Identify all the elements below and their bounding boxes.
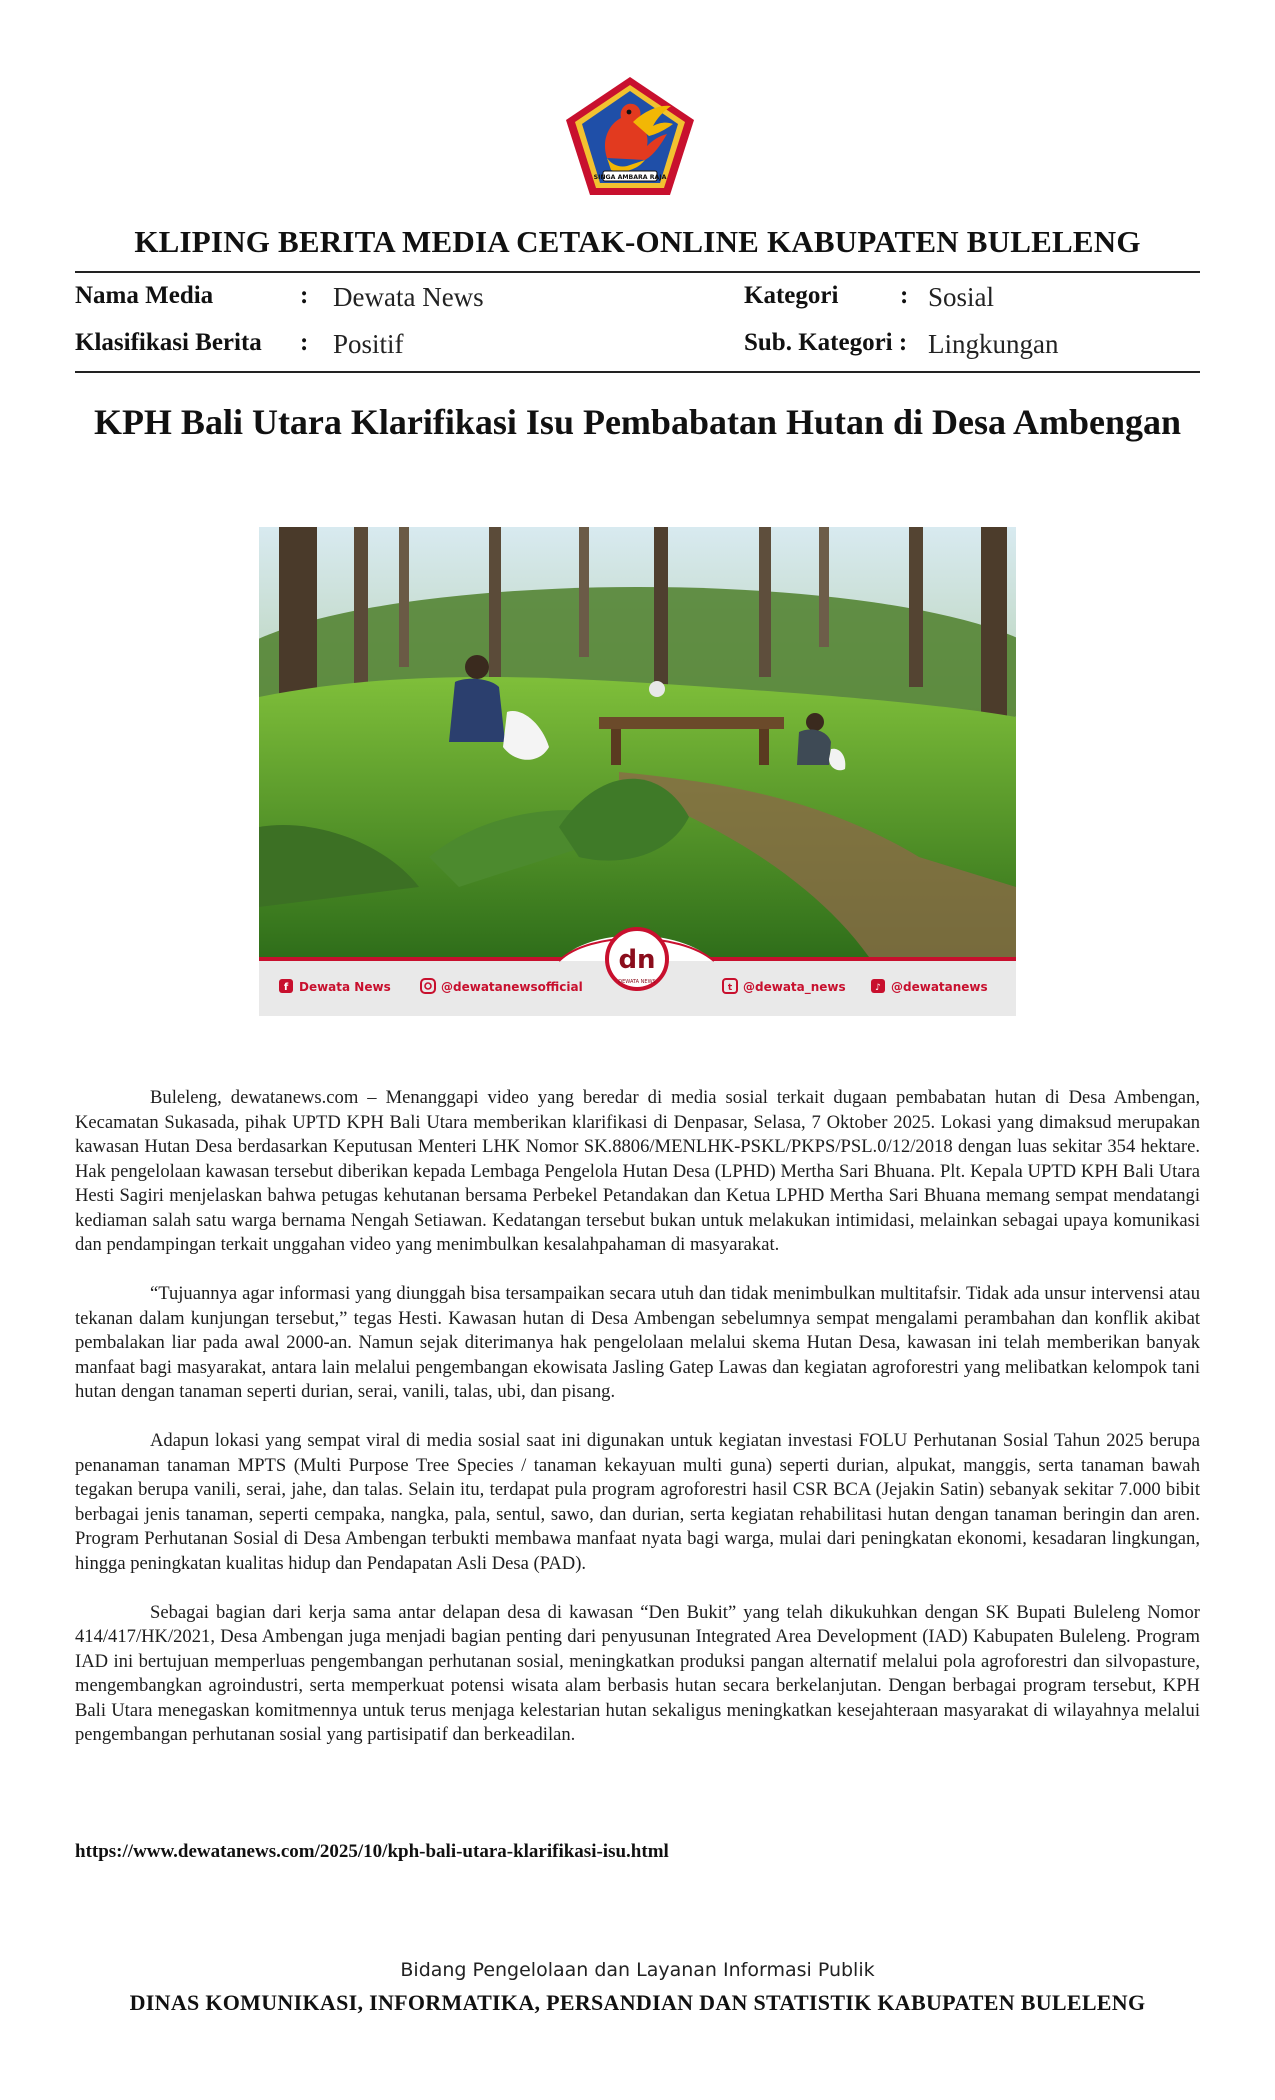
regency-emblem-logo — [563, 74, 697, 198]
footer-division-name: Bidang Pengelolaan dan Layanan Informasi Publik — [400, 1959, 875, 1981]
svg-text:t: t — [727, 983, 733, 993]
article-photo — [259, 527, 1016, 1016]
sub-category-label: Sub. Kategori : — [744, 329, 908, 356]
emblem-motto: SINGA AMBARA RAJA — [593, 174, 667, 181]
photo-footer-twitter-label: @dewata_news — [743, 980, 846, 994]
category-label: Kategori — [744, 282, 839, 309]
media-name-label: Nama Media — [75, 282, 214, 309]
article-paragraph: Sebagai bagian dari kerja sama antar delapan desa di kawasan “Den Bukit” yang telah dikukuhkan dengan SK Bupati Buleleng Nomor 414/417/HK/2021, Desa Ambengan juga menjadi bagian penting dari penyusunan Integrated Area Development (IAD) Kabupaten Buleleng. Program IAD ini bertujuan memperluas pengembangan perhutanan sosial, meningkatkan produksi pangan alternatif melalui pola agroforestri dan silvopasture, mengembangkan agroindustri, serta memperkuat potensi wisata alam berbasis hutan secara berkelanjutan. Dengan berbagai program tersebut, KPH Bali Utara menegaskan komitmennya untuk terus menjaga kelestarian hutan sekaligus meningkatkan kesejahteraan masyarakat di wilayahnya melalui pengembangan perhutanan sosial yang partisipatif dan berkeadilan. — [75, 1601, 1200, 1745]
news-classification-value: Positif — [333, 329, 404, 359]
svg-text:♪: ♪ — [875, 983, 881, 993]
badge-subtext: DEWATA NEWS — [618, 979, 656, 985]
clipping-header-title: KLIPING BERITA MEDIA CETAK-ONLINE KABUPATEN BULELENG — [134, 224, 1141, 259]
photo-footer-instagram-label: @dewatanewsofficial — [441, 980, 583, 994]
garuda-singa-ambara-raja-emblem-icon — [563, 74, 697, 198]
media-name-value: Dewata News — [333, 282, 484, 312]
article-paragraph: Adapun lokasi yang sempat viral di media sosial saat ini digunakan untuk kegiatan investasi FOLU Perhutanan Sosial Tahun 2025 berupa penanaman tanaman MPTS (Multi Purpose Tree Species / tanaman kekayuan multi guna) seperti durian, alpukat, manggis, serta tanaman bawah tegakan berupa vanili, serai, jahe, dan talas. Selain itu, terdapat pula program agroforestri hasil CSR BCA (Jejakin Satin) sebanyak sekitar 7.000 bibit berbagai jenis tanaman, seperti cempaka, nangka, pala, sentul, sawo, dan durian, serta kegiatan rehabilitasi hutan dengan tanaman beringin dan aren. Program Perhutanan Sosial di Desa Ambengan terbukti membawa manfaat nyata bagi warga, mulai dari peningkatan ekonomi, kesadaran lingkungan, hingga peningkatan kualitas hidup dan Pendapatan Asli Desa (PAD). — [75, 1430, 1200, 1574]
header-top-divider — [75, 271, 1200, 273]
article-title: KPH Bali Utara Klarifikasi Isu Pembabatan Hutan di Desa Ambengan — [93, 402, 1182, 442]
svg-text:f: f — [283, 982, 289, 993]
source-url-link[interactable]: https://www.dewatanews.com/2025/10/kph-bali-utara-klarifikasi-isu.html — [75, 1841, 669, 1862]
category-value: Sosial — [928, 282, 995, 312]
sub-category-value: Lingkungan — [928, 329, 1059, 359]
footer-agency-name: DINAS KOMUNIKASI, INFORMATIKA, PERSANDIAN DAN STATISTIK KABUPATEN BULELENG — [129, 1990, 1146, 2015]
news-classification-colon: : — [300, 329, 309, 356]
forest-planting-photo — [259, 527, 1016, 1016]
news-classification-label: Klasifikasi Berita — [75, 329, 262, 356]
photo-footer-tiktok-label: @dewatanews — [891, 980, 988, 994]
article-body — [75, 1086, 1200, 1772]
category-colon: : — [900, 282, 909, 309]
badge-text: dn — [618, 945, 656, 975]
article-paragraph: “Tujuannya agar informasi yang diunggah bisa tersampaikan secara utuh dan tidak menimbulkan multitafsir. Tidak ada unsur intervensi atau tekanan dalam kunjungan tersebut,” tegas Hesti. Kawasan hutan di Desa Ambengan sebelumnya sempat mengalami perambahan dan konflik akibat pembalakan liar pada awal 2000-an. Namun sejak diterimanya hak pengelolaan melalui skema Hutan Desa, kawasan ini telah memberikan banyak manfaat bagi masyarakat, antara lain melalui pengembangan ekowisata Jasling Gatep Lawas dan kegiatan agroforestri yang melibatkan kelompok tani hutan dengan tanaman seperti durian, serai, vanili, talas, ubi, dan pisang. — [75, 1283, 1200, 1402]
media-name-colon: : — [300, 282, 309, 309]
header-bottom-divider — [75, 371, 1200, 373]
photo-footer-facebook-label: Dewata News — [299, 980, 391, 994]
article-paragraph: Buleleng, dewatanews.com – Menanggapi video yang beredar di media sosial terkait dugaan pembabatan hutan di Desa Ambengan, Kecamatan Sukasada, pihak UPTD KPH Bali Utara memberikan klarifikasi di Denpasar, Selasa, 7 Oktober 2025. Lokasi yang dimaksud merupakan kawasan Hutan Desa berdasarkan Keputusan Menteri LHK Nomor SK.8806/MENLHK-PSKL/PKPS/PSL.0/12/2018 dengan luas sekitar 354 hektare. Hak pengelolaan kawasan tersebut diberikan kepada Lembaga Pengelola Hutan Desa (LPHD) Mertha Sari Bhuana. Plt. Kepala UPTD KPH Bali Utara Hesti Sagiri menjelaskan bahwa petugas kehutanan bersama Perbekel Petandakan dan Ketua LPHD Mertha Sari Bhuana memang sempat mendatangi kediaman salah satu warga bernama Nengah Setiawan. Kedatangan tersebut bukan untuk melakukan intimidasi, melainkan sebagai upaya komunikasi dan pendampingan terkait unggahan video yang menimbulkan kesalahpahaman di masyarakat. — [75, 1087, 1200, 1255]
